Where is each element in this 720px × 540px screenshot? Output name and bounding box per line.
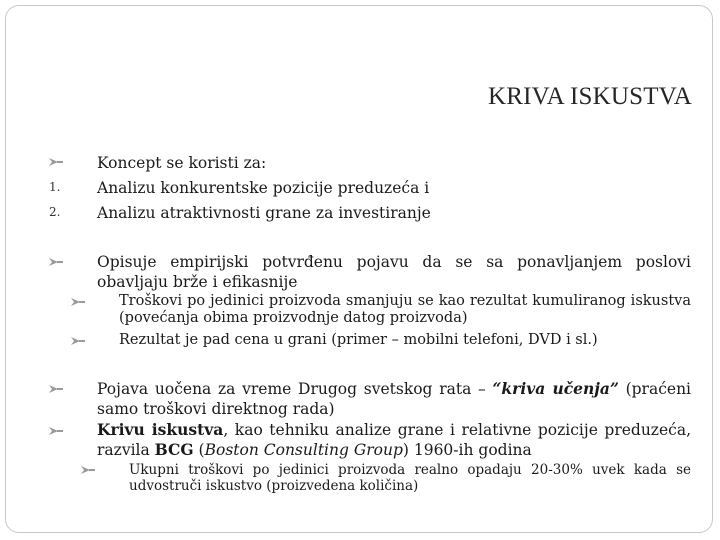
section2-sub2: Rezultat je pad cena u grani (primer – mobilni telefoni, DVD i sl.) bbox=[119, 332, 598, 348]
bullet-icon bbox=[49, 257, 63, 267]
list-item-1: Analizu konkurentske pozicije preduzeća i bbox=[97, 179, 430, 197]
list-number-1: 1. bbox=[49, 180, 61, 194]
slide-title: KRIVA ISKUSTVA bbox=[487, 83, 692, 110]
section3-p1-before: Pojava uočena za vreme Drugog svetskog rata – bbox=[97, 380, 493, 398]
section3-p2-bcg-full: Boston Consulting Group bbox=[204, 441, 403, 459]
section3-p2-bcg: BCG bbox=[154, 440, 194, 459]
section3-p1 bbox=[97, 379, 691, 419]
section3-p2-bold: Krivu iskustva bbox=[97, 420, 224, 439]
section3-p2-end: ) 1960-ih godina bbox=[402, 441, 532, 459]
bullet-icon bbox=[49, 157, 63, 167]
section3-p1-quoted: “kriva učenja” bbox=[492, 379, 619, 398]
bullet-icon bbox=[49, 384, 63, 394]
list-number-2: 2. bbox=[49, 205, 61, 219]
section3-p2-paren: ( bbox=[193, 441, 205, 459]
section3-p1-after: (praćeni samo troškovi direktnog rada) bbox=[97, 380, 692, 418]
section1-intro: Koncept se koristi za: bbox=[97, 154, 267, 172]
bullet-icon bbox=[49, 426, 63, 436]
list-item-2: Analizu atraktivnosti grane za investiranje bbox=[97, 204, 431, 222]
section3-sub: Ukupni troškovi po jedinici proizvoda realno opadaju 20-30% uvek kada se udvostruči iskustvo (proizvedena količina) bbox=[129, 462, 691, 494]
section3-p2-mid: , kao tehniku analize grane i relativne pozicije preduzeća, razvila bbox=[97, 421, 691, 459]
section3-p2 bbox=[97, 420, 691, 460]
section2-sub1: Troškovi po jedinici proizvoda smanjuju se kao rezultat kumuliranog iskustva (povećanja obima proizvodnje datog proizvoda) bbox=[119, 293, 691, 326]
bullet-icon bbox=[71, 336, 85, 346]
bullet-icon bbox=[81, 465, 95, 475]
bullet-icon bbox=[71, 297, 85, 307]
section2-main: Opisuje empirijski potvrđenu pojavu da se sa ponavljanjem poslovi obavljaju brže i efikasnije bbox=[97, 253, 691, 291]
